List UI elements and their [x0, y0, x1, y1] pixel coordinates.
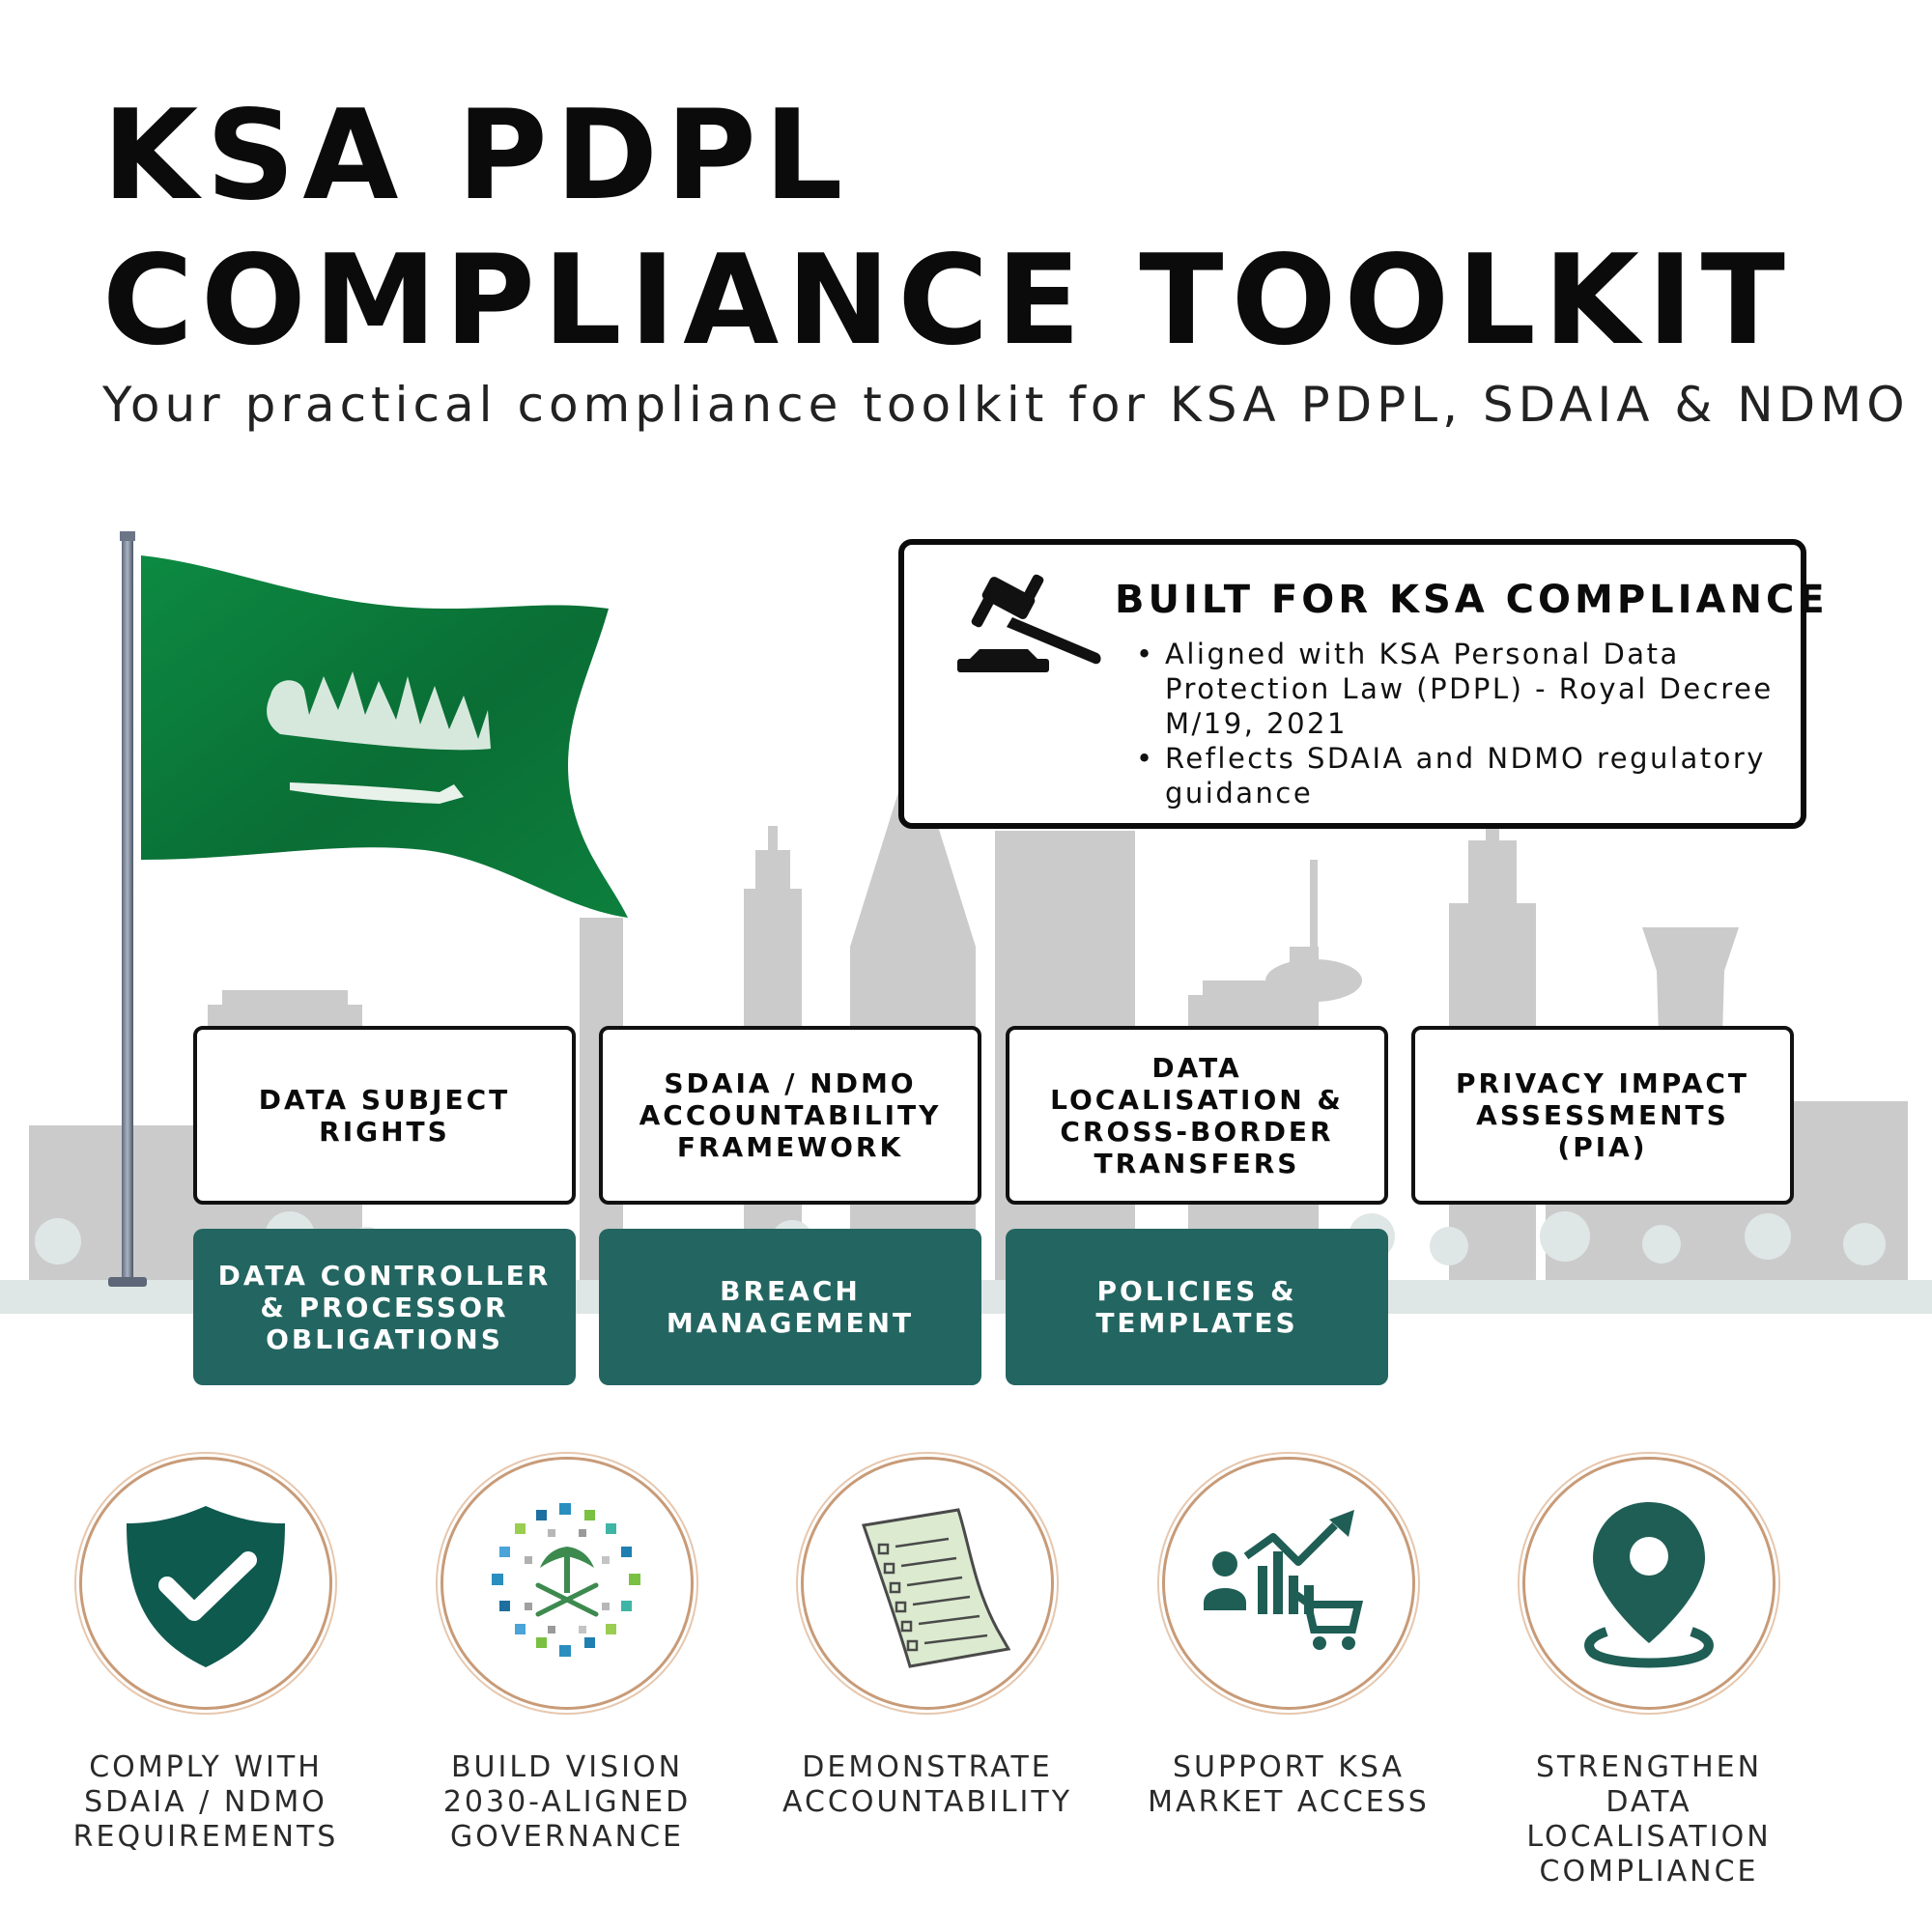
location-pin-icon [1525, 1460, 1773, 1707]
info-box-bullets [1136, 637, 1803, 810]
vision-2030-emblem-icon [443, 1460, 691, 1707]
page-subtitle: Your practical compliance toolkit for KSA PDPL, SDAIA & NDMO [102, 377, 1910, 433]
benefit-label-market-access: SUPPORT KSA MARKET ACCESS [1148, 1750, 1430, 1819]
topic-breach-management: BREACH MANAGEMENT [599, 1229, 981, 1385]
topic-data-subject-rights: DATA SUBJECT RIGHTS [193, 1026, 576, 1205]
checklist-document-icon [804, 1460, 1051, 1707]
benefit-circle-localisation [1522, 1457, 1776, 1710]
page-title-line-1: KSA PDPL [102, 84, 851, 228]
topic-data-localisation: DATA LOCALISATION & CROSS-BORDER TRANSFERS [1006, 1026, 1388, 1205]
compliance-info-box [898, 539, 1829, 829]
benefit-label-accountability: DEMONSTRATE ACCOUNTABILITY [781, 1750, 1073, 1819]
page-title-line-2: COMPLIANCE TOOLKIT [102, 229, 1793, 373]
benefit-label-localisation: STRENGTHEN DATA LOCALISATION COMPLIANCE [1526, 1750, 1772, 1889]
benefit-circle-comply [79, 1457, 332, 1710]
benefit-label-vision: BUILD VISION 2030-ALIGNED GOVERNANCE [442, 1750, 692, 1854]
benefit-circle-vision [440, 1457, 694, 1710]
topic-privacy-impact-assessments: PRIVACY IMPACT ASSESSMENTS (PIA) [1411, 1026, 1794, 1205]
topic-policies-templates: POLICIES & TEMPLATES [1006, 1229, 1388, 1385]
benefit-circle-accountability [801, 1457, 1054, 1710]
info-box-title: BUILT FOR KSA COMPLIANCE [1115, 578, 1829, 622]
topic-accountability-framework: SDAIA / NDMO ACCOUNTABILITY FRAMEWORK [599, 1026, 981, 1205]
gavel-icon [943, 574, 1107, 690]
market-growth-icon [1165, 1460, 1412, 1707]
info-bullet: • Reflects SDAIA and NDMO regulatory guidance [1136, 741, 1803, 810]
benefit-circle-market-access [1162, 1457, 1415, 1710]
info-bullet: • Aligned with KSA Personal Data Protection Law (PDPL) - Royal Decree M/19, 2021 [1136, 637, 1803, 741]
topic-controller-processor-obligations: DATA CONTROLLER & PROCESSOR OBLIGATIONS [193, 1229, 576, 1385]
benefit-label-comply: COMPLY WITH SDAIA / NDMO REQUIREMENTS [72, 1750, 339, 1854]
shield-check-icon [82, 1460, 329, 1707]
